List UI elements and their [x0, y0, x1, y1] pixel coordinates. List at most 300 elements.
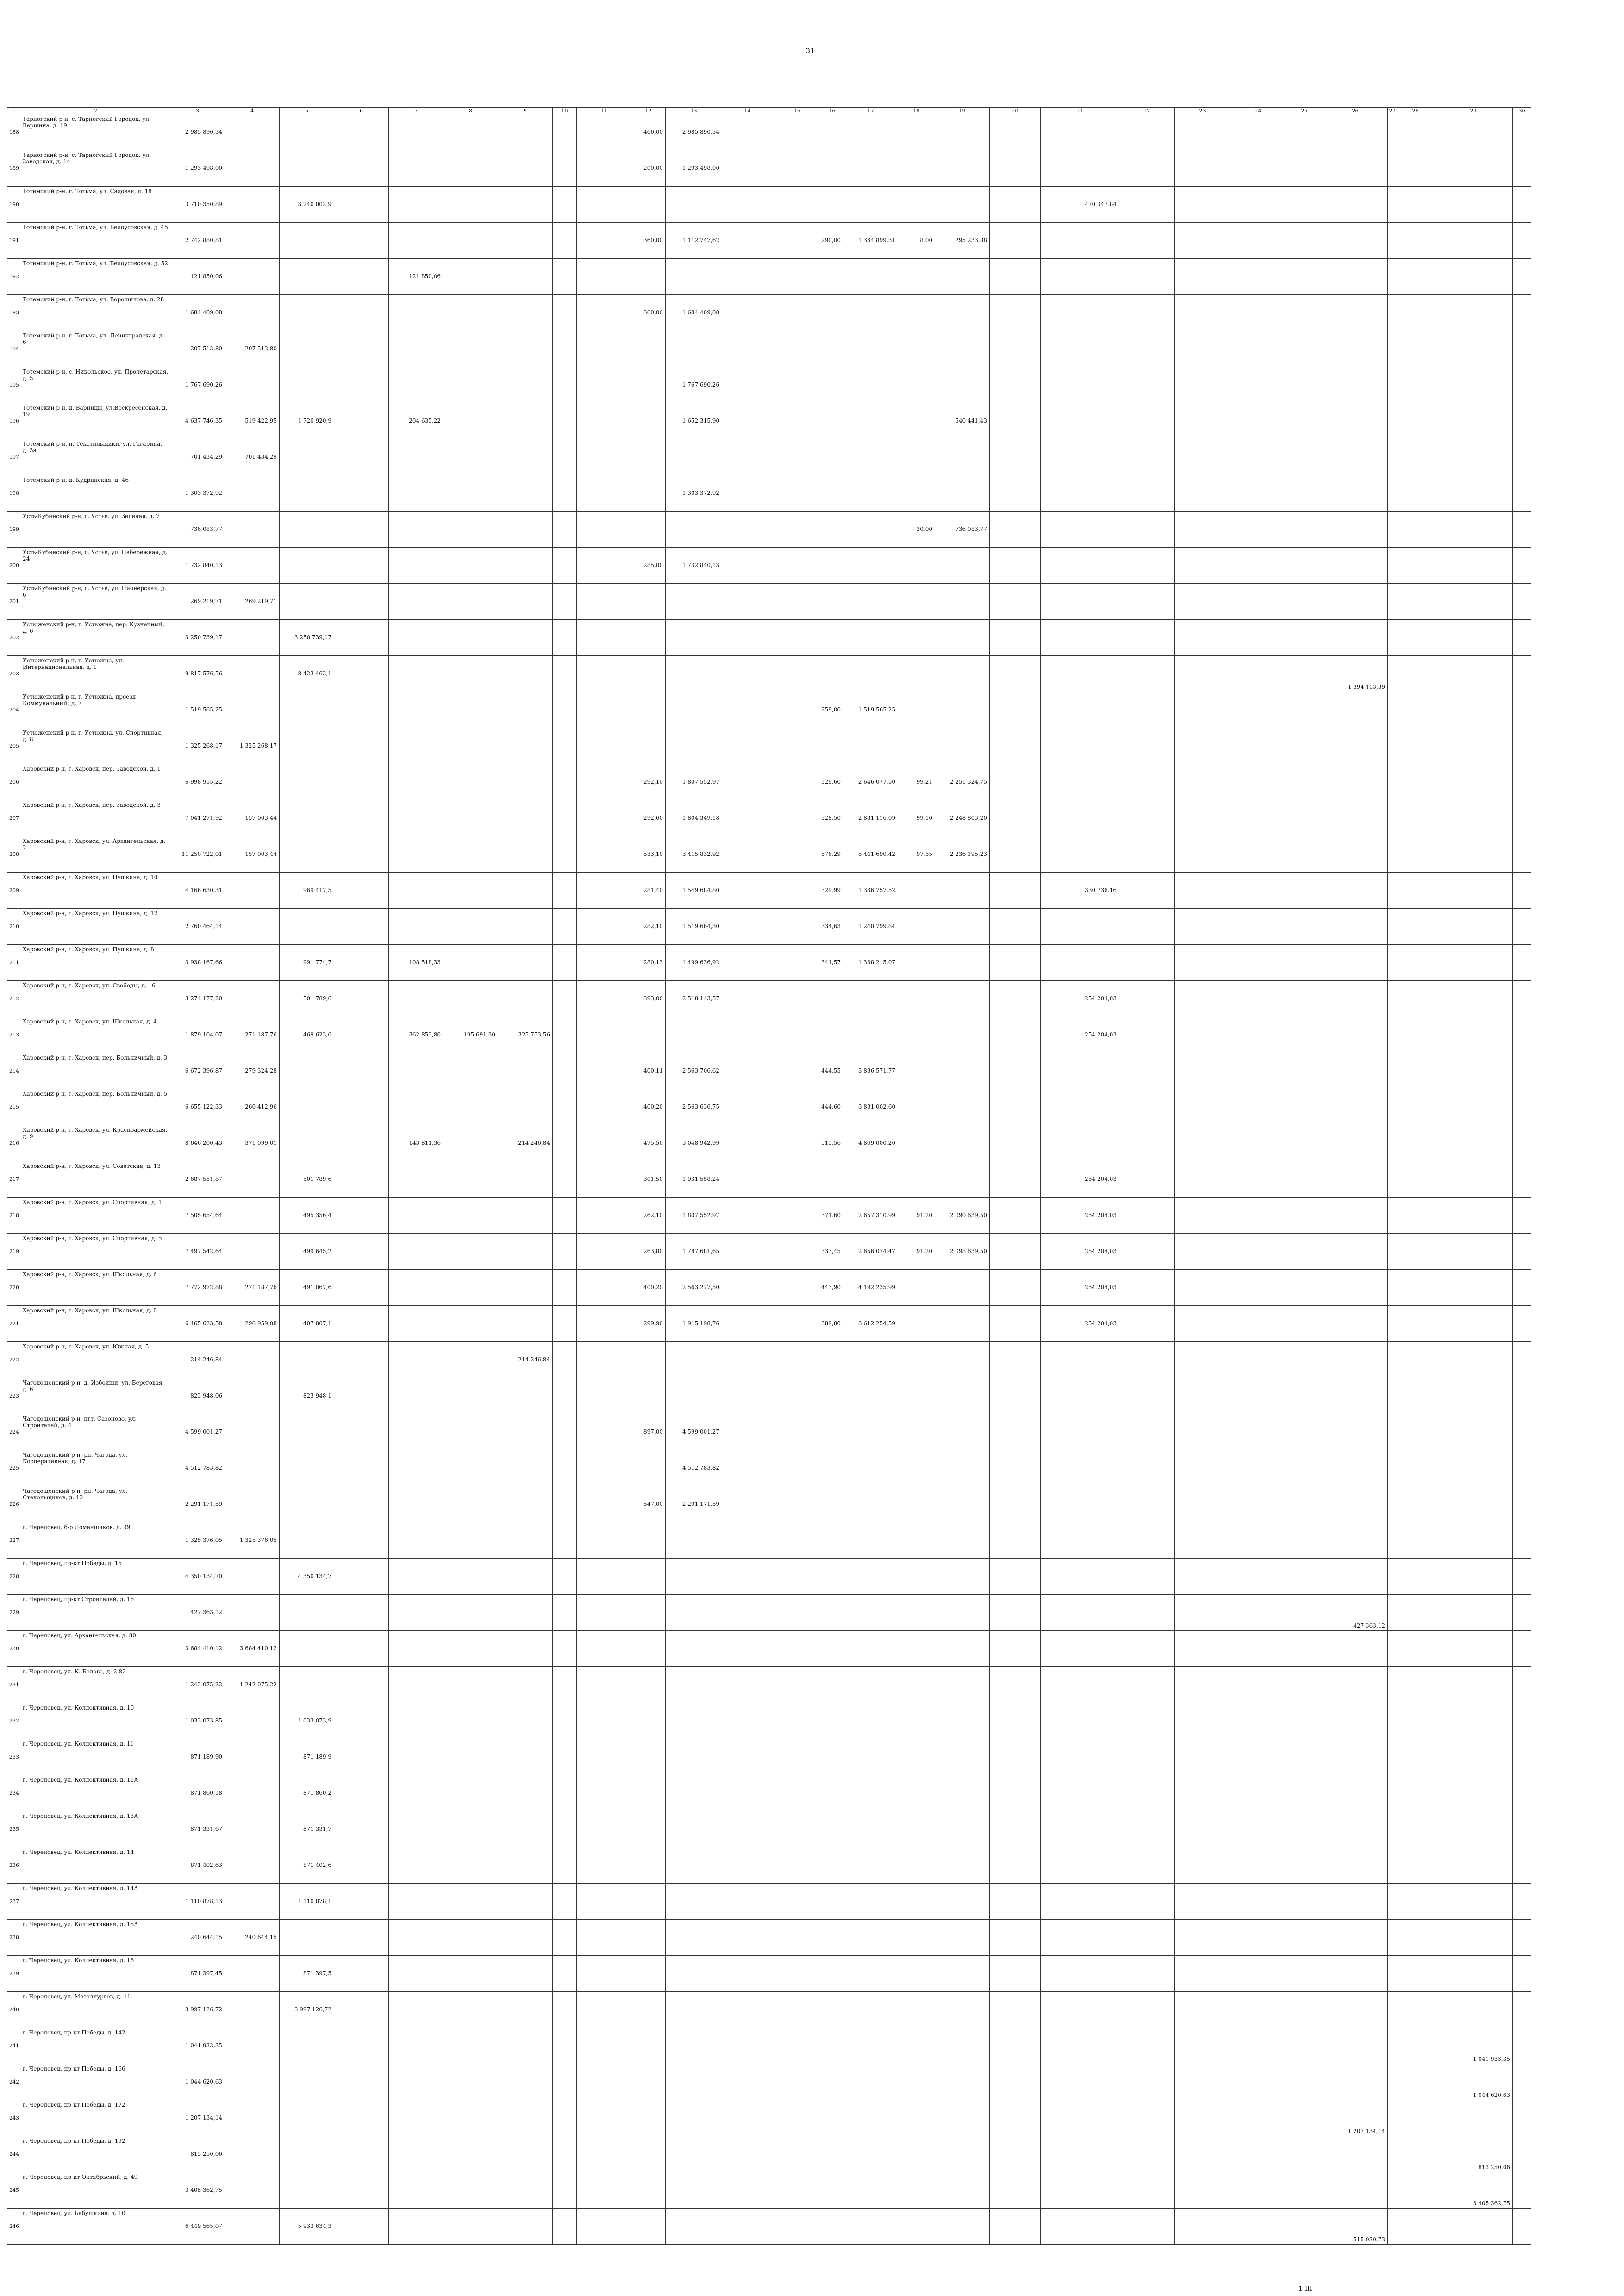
value-cell [1397, 187, 1434, 223]
row-number: 217 [7, 1161, 21, 1198]
value-cell [443, 2028, 498, 2064]
value-cell [1434, 1053, 1513, 1089]
value-cell [443, 1486, 498, 1522]
value-cell [1175, 1920, 1230, 1956]
value-cell [1041, 1667, 1119, 1703]
value-cell: 393,00 [631, 981, 666, 1017]
value-cell [935, 1017, 990, 1053]
value-cell [773, 584, 821, 620]
value-cell: 360,00 [631, 295, 666, 331]
value-cell [443, 800, 498, 836]
value-cell [1513, 1847, 1531, 1884]
value-cell: 1 044 620,63 [170, 2064, 225, 2100]
value-cell [1388, 1559, 1397, 1595]
value-cell: 7 505 654,64 [170, 1198, 225, 1234]
row-number: 204 [7, 692, 21, 728]
value-cell [666, 2172, 722, 2209]
value-cell [1397, 836, 1434, 873]
value-cell [1286, 512, 1323, 548]
value-cell [666, 584, 722, 620]
value-cell [443, 150, 498, 187]
value-cell [773, 620, 821, 656]
value-cell [443, 1811, 498, 1847]
value-cell [821, 114, 843, 150]
value-cell [1513, 981, 1531, 1017]
value-cell [389, 548, 443, 584]
row-number: 211 [7, 945, 21, 981]
value-cell [898, 150, 935, 187]
value-cell [990, 1198, 1041, 1234]
value-cell: 1 807 552,97 [666, 764, 722, 800]
value-cell [898, 475, 935, 512]
value-cell [821, 512, 843, 548]
value-cell [498, 1847, 553, 1884]
value-cell [1286, 945, 1323, 981]
value-cell [1286, 548, 1323, 584]
value-cell [1397, 295, 1434, 331]
value-cell [1397, 909, 1434, 945]
value-cell [1041, 1847, 1119, 1884]
value-cell [1119, 836, 1175, 873]
value-cell: 3 405 362,75 [1434, 2172, 1513, 2209]
value-cell [722, 2136, 773, 2172]
value-cell [1119, 1125, 1175, 1161]
value-cell [1230, 1522, 1286, 1559]
value-cell [443, 1739, 498, 1775]
value-cell: 6 672 396,87 [170, 1053, 225, 1089]
table-row [7, 1161, 1531, 1198]
address-cell: Харовский р-н, г. Харовск, ул. Свободы, д. 16 [21, 981, 170, 1017]
value-cell [1286, 331, 1323, 367]
value-cell [498, 114, 553, 150]
value-cell [334, 1089, 389, 1125]
value-cell [1397, 981, 1434, 1017]
value-cell [821, 1703, 843, 1739]
value-cell [1397, 1703, 1434, 1739]
value-cell: 254 204,03 [1041, 1198, 1119, 1234]
table-row [7, 728, 1531, 764]
value-cell [1388, 1053, 1397, 1089]
value-cell [722, 403, 773, 439]
value-cell [1323, 1306, 1388, 1342]
value-cell [280, 1631, 334, 1667]
value-cell [773, 1089, 821, 1125]
value-cell [990, 259, 1041, 295]
row-number: 238 [7, 1920, 21, 1956]
row-number: 202 [7, 620, 21, 656]
value-cell [225, 1775, 280, 1811]
value-cell: 3 274 177,20 [170, 981, 225, 1017]
address-cell: г. Череповец, пр-кт Победы, д. 172 [21, 2100, 170, 2136]
value-cell [935, 584, 990, 620]
value-cell: 871 402,6 [280, 1847, 334, 1884]
value-cell [1513, 945, 1531, 981]
value-cell [1513, 2136, 1531, 2172]
value-cell [1286, 800, 1323, 836]
value-cell [631, 1847, 666, 1884]
value-cell [280, 1125, 334, 1161]
value-cell [990, 873, 1041, 909]
value-cell [1175, 1956, 1230, 1992]
value-cell [225, 2209, 280, 2245]
value-cell [722, 114, 773, 150]
value-cell [773, 1017, 821, 1053]
value-cell [334, 512, 389, 548]
value-cell [1230, 2209, 1286, 2245]
value-cell [1434, 945, 1513, 981]
value-cell [631, 728, 666, 764]
value-cell [722, 873, 773, 909]
value-cell: 2 760 464,14 [170, 909, 225, 945]
value-cell: 3 938 167,66 [170, 945, 225, 981]
value-cell [1175, 945, 1230, 981]
value-cell [1323, 1270, 1388, 1306]
value-cell [1175, 1992, 1230, 2028]
value-cell [1041, 1811, 1119, 1847]
value-cell [1230, 512, 1286, 548]
value-cell [1286, 909, 1323, 945]
value-cell [1230, 800, 1286, 836]
value-cell [498, 475, 553, 512]
value-cell [773, 1703, 821, 1739]
value-cell: 991 774,7 [280, 945, 334, 981]
value-cell [1513, 692, 1531, 728]
value-cell [577, 2209, 631, 2245]
value-cell [1513, 1198, 1531, 1234]
value-cell [898, 981, 935, 1017]
value-cell: 3 250 739,17 [170, 620, 225, 656]
table-row [7, 1125, 1531, 1161]
value-cell [898, 1450, 935, 1486]
value-cell [1513, 150, 1531, 187]
value-cell [990, 2064, 1041, 2100]
value-cell [553, 1703, 577, 1739]
value-cell [990, 1956, 1041, 1992]
value-cell [1434, 548, 1513, 584]
table-row [7, 1631, 1531, 1667]
value-cell [898, 1631, 935, 1667]
value-cell [773, 1378, 821, 1414]
value-cell [1230, 945, 1286, 981]
value-cell [443, 764, 498, 800]
value-cell [1041, 1486, 1119, 1522]
value-cell: 969 417,5 [280, 873, 334, 909]
value-cell [389, 439, 443, 475]
value-cell [334, 800, 389, 836]
value-cell [443, 2064, 498, 2100]
value-cell [1286, 1450, 1323, 1486]
value-cell [1119, 1234, 1175, 1270]
value-cell [553, 548, 577, 584]
value-cell [577, 512, 631, 548]
value-cell [990, 150, 1041, 187]
value-cell [722, 1306, 773, 1342]
address-cell: г. Череповец, ул. Коллективная, д. 16 [21, 1956, 170, 1992]
value-cell [498, 981, 553, 1017]
value-cell: 1 110 878,1 [280, 1884, 334, 1920]
value-cell [577, 1811, 631, 1847]
table-row [7, 1992, 1531, 2028]
row-number: 207 [7, 800, 21, 836]
value-cell [666, 187, 722, 223]
value-cell: 1 732 840,13 [170, 548, 225, 584]
value-cell [443, 548, 498, 584]
table-row [7, 295, 1531, 331]
value-cell [280, 367, 334, 403]
value-cell [225, 1559, 280, 1595]
value-cell [1397, 1017, 1434, 1053]
value-cell [577, 1522, 631, 1559]
address-cell: г. Череповец, пр-кт Победы, д. 166 [21, 2064, 170, 2100]
value-cell [334, 584, 389, 620]
value-cell [334, 1884, 389, 1920]
value-cell [1513, 1920, 1531, 1956]
value-cell [666, 1884, 722, 1920]
value-cell [1175, 1739, 1230, 1775]
value-cell [1175, 1595, 1230, 1631]
row-number: 198 [7, 475, 21, 512]
row-number: 215 [7, 1089, 21, 1125]
value-cell [1323, 187, 1388, 223]
value-cell [773, 1739, 821, 1775]
value-cell [1286, 692, 1323, 728]
value-cell: 1 549 684,80 [666, 873, 722, 909]
value-cell [1434, 1378, 1513, 1414]
value-cell: 1 325 376,05 [170, 1522, 225, 1559]
value-cell [898, 1739, 935, 1775]
value-cell: 3 997 126,72 [170, 1992, 225, 2028]
value-cell [577, 2028, 631, 2064]
value-cell [773, 403, 821, 439]
value-cell [1230, 2100, 1286, 2136]
value-cell [334, 150, 389, 187]
value-cell [1434, 403, 1513, 439]
value-cell [722, 1414, 773, 1450]
value-cell [1434, 1631, 1513, 1667]
value-cell [843, 656, 898, 692]
value-cell [498, 259, 553, 295]
value-cell [1397, 945, 1434, 981]
value-cell [1286, 1847, 1323, 1884]
value-cell [935, 187, 990, 223]
address-cell: г. Череповец, ул. Коллективная, д. 14А [21, 1884, 170, 1920]
value-cell [1041, 403, 1119, 439]
value-cell [1119, 475, 1175, 512]
value-cell [990, 764, 1041, 800]
value-cell [722, 1234, 773, 1270]
value-cell [498, 403, 553, 439]
value-cell [821, 1884, 843, 1920]
value-cell: 30,00 [898, 512, 935, 548]
value-cell [389, 1703, 443, 1739]
value-cell [389, 656, 443, 692]
value-cell [821, 1559, 843, 1595]
row-number: 195 [7, 367, 21, 403]
value-cell [443, 439, 498, 475]
value-cell [553, 1522, 577, 1559]
value-cell [1286, 1378, 1323, 1414]
value-cell [577, 800, 631, 836]
value-cell [666, 1378, 722, 1414]
value-cell [1397, 2209, 1434, 2245]
value-cell [773, 1884, 821, 1920]
row-number: 229 [7, 1595, 21, 1631]
address-cell: Харовский р-н, г. Харовск, ул. Пушкина, д. 8 [21, 945, 170, 981]
value-cell [898, 1270, 935, 1306]
value-cell [1175, 620, 1230, 656]
value-cell [1434, 981, 1513, 1017]
value-cell [1119, 909, 1175, 945]
value-cell [443, 1992, 498, 2028]
value-cell [843, 2028, 898, 2064]
value-cell [225, 692, 280, 728]
value-cell [898, 367, 935, 403]
value-cell: 400,20 [631, 1089, 666, 1125]
value-cell [1041, 2028, 1119, 2064]
value-cell [1434, 367, 1513, 403]
value-cell: 443,90 [821, 1270, 843, 1306]
value-cell [935, 1739, 990, 1775]
value-cell [280, 909, 334, 945]
value-cell [1323, 728, 1388, 764]
value-cell [498, 548, 553, 584]
value-cell [821, 728, 843, 764]
address-cell: г. Череповец, пр-кт Октябрьский, д. 49 [21, 2172, 170, 2209]
value-cell [1513, 764, 1531, 800]
value-cell [443, 728, 498, 764]
value-cell: 2 742 880,81 [170, 223, 225, 259]
value-cell [1397, 1342, 1434, 1378]
value-cell [498, 1884, 553, 1920]
table-row [7, 1775, 1531, 1811]
value-cell [1175, 150, 1230, 187]
value-cell [1230, 1125, 1286, 1161]
column-number: 16 [821, 108, 843, 114]
value-cell [225, 1450, 280, 1486]
column-number: 9 [498, 108, 553, 114]
address-cell: Тотемский р-н, г. Тотьма, ул. Белоусовская, д. 45 [21, 223, 170, 259]
value-cell: 299,90 [631, 1306, 666, 1342]
value-cell [1323, 1992, 1388, 2028]
value-cell [898, 1992, 935, 2028]
table-row [7, 620, 1531, 656]
value-cell [498, 945, 553, 981]
value-cell [935, 1450, 990, 1486]
row-number: 219 [7, 1234, 21, 1270]
value-cell [722, 475, 773, 512]
value-cell [1230, 150, 1286, 187]
value-cell [1286, 1053, 1323, 1089]
value-cell: 6 465 623,58 [170, 1306, 225, 1342]
value-cell [498, 1198, 553, 1234]
value-cell: 515,56 [821, 1125, 843, 1161]
value-cell [1434, 1486, 1513, 1522]
value-cell [898, 259, 935, 295]
value-cell [843, 114, 898, 150]
value-cell [1434, 295, 1513, 331]
value-cell [843, 1775, 898, 1811]
value-cell: 871 860,18 [170, 1775, 225, 1811]
value-cell [773, 1198, 821, 1234]
value-cell: 3 240 002,9 [280, 187, 334, 223]
value-cell [389, 909, 443, 945]
value-cell: 444,60 [821, 1089, 843, 1125]
value-cell [443, 1703, 498, 1739]
value-cell [1513, 620, 1531, 656]
value-cell [443, 475, 498, 512]
value-cell [1323, 764, 1388, 800]
value-cell [773, 2172, 821, 2209]
value-cell [1513, 873, 1531, 909]
value-cell [225, 1378, 280, 1414]
value-cell [553, 367, 577, 403]
value-cell [631, 512, 666, 548]
value-cell [1175, 1667, 1230, 1703]
value-cell [1397, 728, 1434, 764]
value-cell [843, 1450, 898, 1486]
value-cell: 99,10 [898, 800, 935, 836]
value-cell [1119, 1522, 1175, 1559]
value-cell [577, 1378, 631, 1414]
value-cell [722, 1847, 773, 1884]
value-cell [821, 656, 843, 692]
value-cell [1513, 909, 1531, 945]
value-cell [631, 1775, 666, 1811]
table-row [7, 1847, 1531, 1884]
value-cell [1323, 692, 1388, 728]
value-cell [577, 1739, 631, 1775]
value-cell: 2 098 639,50 [935, 1234, 990, 1270]
value-cell [1175, 1775, 1230, 1811]
value-cell [1323, 909, 1388, 945]
value-cell [1323, 512, 1388, 548]
row-number: 206 [7, 764, 21, 800]
value-cell [553, 223, 577, 259]
value-cell [821, 1739, 843, 1775]
value-cell [935, 981, 990, 1017]
value-cell [1513, 1378, 1531, 1414]
value-cell: 2 251 324,75 [935, 764, 990, 800]
value-cell [666, 1775, 722, 1811]
value-cell: 4 869 000,20 [843, 1125, 898, 1161]
value-cell [821, 439, 843, 475]
value-cell [1323, 403, 1388, 439]
value-cell [1041, 223, 1119, 259]
value-cell [389, 150, 443, 187]
value-cell: 519 422,95 [225, 403, 280, 439]
value-cell [443, 1161, 498, 1198]
value-cell [443, 584, 498, 620]
value-cell [631, 620, 666, 656]
value-cell: 99,21 [898, 764, 935, 800]
value-cell [1119, 2064, 1175, 2100]
value-cell [1286, 1125, 1323, 1161]
value-cell [1388, 728, 1397, 764]
value-cell [389, 1992, 443, 2028]
value-cell [990, 1884, 1041, 1920]
value-cell [1041, 1920, 1119, 1956]
row-number: 193 [7, 295, 21, 331]
value-cell: 813 250,06 [170, 2136, 225, 2172]
value-cell [843, 620, 898, 656]
value-cell [498, 1703, 553, 1739]
value-cell [1286, 439, 1323, 475]
value-cell [843, 367, 898, 403]
value-cell [1119, 1847, 1175, 1884]
value-cell [935, 2028, 990, 2064]
value-cell [1388, 2136, 1397, 2172]
value-cell [843, 1522, 898, 1559]
